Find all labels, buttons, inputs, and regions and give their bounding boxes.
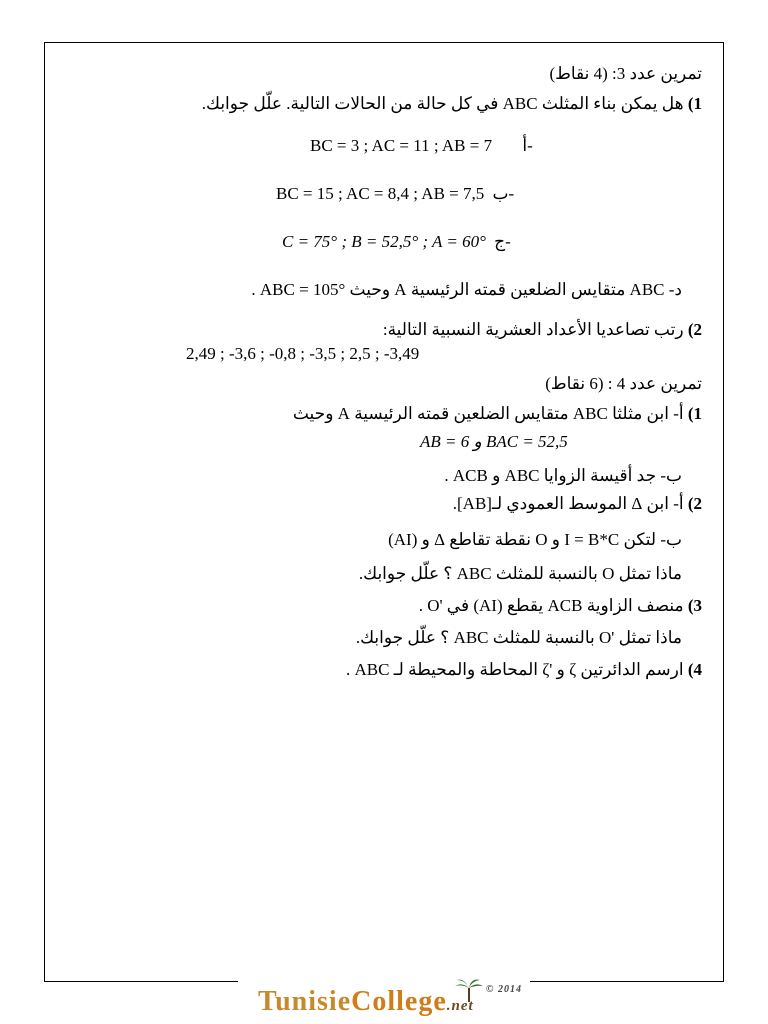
logo-net: .net <box>446 998 474 1014</box>
case-d-text: ABC متقايس الضلعين قمته الرئيسية A وحيث ABC = 105° . <box>251 280 665 299</box>
question-text: رتب تصاعديا الأعداد العشرية النسبية التالية: <box>382 320 684 339</box>
ex4-q1-math: AB = 6 و BAC = 52,5 <box>420 432 568 451</box>
ex4-q2-c: ماذا تمثل O بالنسبة للمثلث ABC ؟ علّل جوابك. <box>358 564 682 583</box>
ex3-case-d <box>62 280 682 300</box>
ex3-q1 <box>52 94 702 114</box>
logo-part1: Tunisie <box>258 986 352 1017</box>
question-number: 1) <box>687 404 702 423</box>
ex4-q1 <box>52 404 702 424</box>
question-number: 1) <box>687 94 702 113</box>
ex4-q3-b: ماذا تمثل 'O بالنسبة للمثلث ABC ؟ علّل جوابك. <box>355 628 682 647</box>
ex3-q2-numbers: 2,49 ; -3,6 ; -0,8 ; -3,5 ; 2,5 ; -3,49 <box>186 344 420 363</box>
case-a-math: BC = 3 ; AC = 11 ; AB = 7 <box>310 136 493 155</box>
case-b-label: ب- <box>492 184 515 203</box>
case-b-math: BC = 15 ; AC = 8,4 ; AB = 7,5 <box>276 184 485 203</box>
question-number: 3) <box>687 596 702 615</box>
question-text: ارسم الدائرتين ζ و 'ζ المحاطة والمحيطة لـ ABC . <box>345 660 684 679</box>
ex3-case-c <box>282 232 622 252</box>
question-number: 2) <box>687 494 702 513</box>
palm-tree-icon <box>454 978 484 1002</box>
ex4-q4 <box>52 660 702 680</box>
ex4-q2-b: ب- لتكن I = B*C و O نقطة تقاطع Δ و (AI) <box>388 530 682 549</box>
ex3-title: تمرين عدد 3: (4 نقاط) <box>549 64 702 83</box>
ex4-title: تمرين عدد 4 : (6 نقاط) <box>545 374 702 393</box>
logo-year: © 2014 <box>486 984 522 995</box>
ex4-q2 <box>52 494 702 514</box>
question-number: 2) <box>687 320 702 339</box>
case-c-math: C = 75° ; B = 52,5° ; A = 60° <box>282 232 486 251</box>
site-logo[interactable] <box>258 984 522 1018</box>
case-d-label: د- <box>668 280 682 299</box>
case-a-label: أ- <box>522 136 533 155</box>
question-text: أ- ابن مثلثا ABC متقايس الضلعين قمته الرئيسية A وحيث <box>292 404 684 423</box>
question-text: أ- ابن Δ الموسط العمودي لـ[AB]. <box>452 494 684 513</box>
ex4-q1-b: ب- جد أقيسة الزوايا ABC و ACB . <box>444 466 682 485</box>
case-c-label: ج- <box>494 232 511 251</box>
ex3-case-a <box>310 136 610 156</box>
question-text: هل يمكن بناء المثلث ABC في كل حالة من الحالات التالية. علّل جوابك. <box>201 94 684 113</box>
question-text: منصف الزاوية ACB يقطع (AI) في 'O . <box>418 596 684 615</box>
question-number: 4) <box>687 660 702 679</box>
ex3-case-b <box>276 184 616 204</box>
ex3-q2 <box>52 320 702 340</box>
logo-part2: College <box>351 986 447 1017</box>
ex4-q3 <box>52 596 702 616</box>
